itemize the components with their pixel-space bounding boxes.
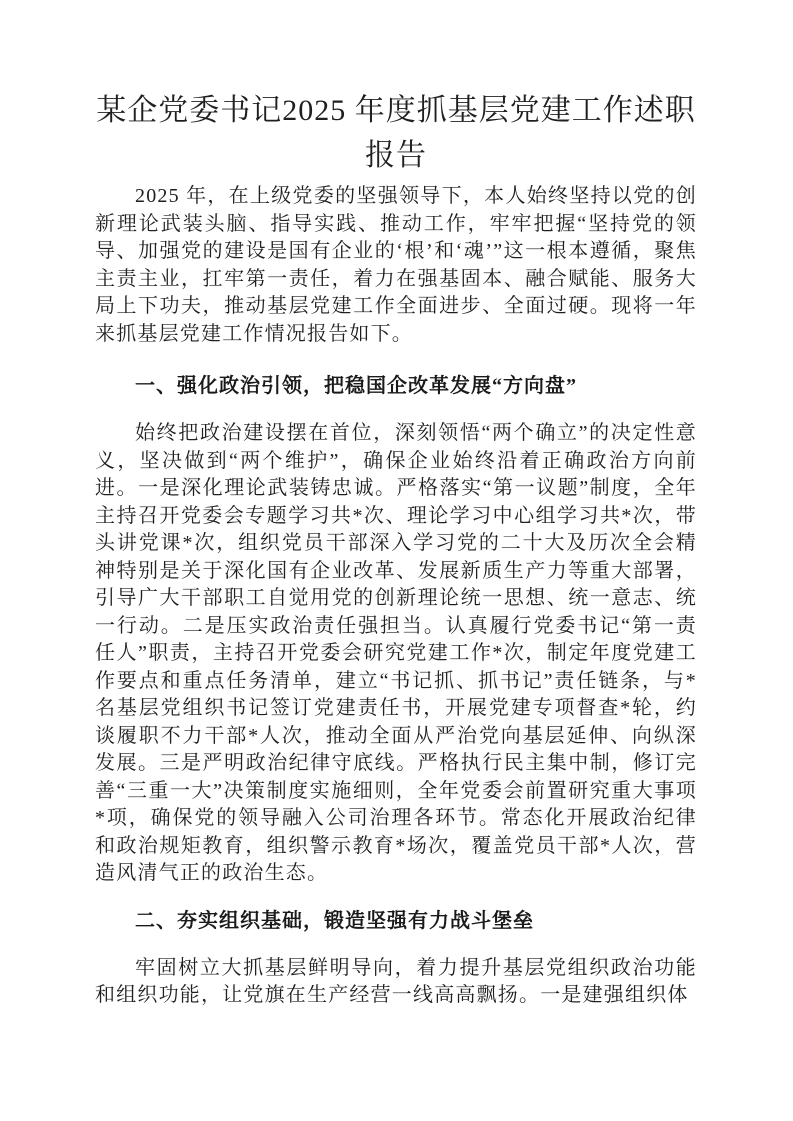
section-2-heading: 二、夯实组织基础，锻造坚强有力战斗堡垒 xyxy=(135,909,534,932)
section-2-paragraph: 牢固树立大抓基层鲜明导向，着力提升基层党组织政治功能和组织功能，让党旗在生产经营一线高高飘扬。一是建强组织体 xyxy=(95,956,697,1006)
section-1-paragraph: 始终把政治建设摆在首位，深刻领悟“两个确立”的决定性意义，坚决做到“两个维护”，确保企业始终沿着正确政治方向前进。一是深化理论武装铸忠诚。严格落实“第一议题”制度，全年主持召开党委会专题学习共*次、理论学习中心组学习共*次，带头讲党课*次，组织党员干部深入学习党的二十大及历次全会精神特别是关于深化国有企业改革、发展新质生产力等重大部署，引导广大干部职工自觉用党的创新理论统一思想、统一意志、统一行动。二是压实政治责任强担当。认真履行党委书记“第一责任人”职责，主持召开党委会研究党建工作*次，制定年度党建工作要点和重点任务清单，建立“书记抓、抓书记”责任链条，与*名基层党组织书记签订党建责任书，开展党建专项督查*轮，约谈履职不力干部*人次，推动全面从严治党向基层延伸、向纵深发展。三是严明政治纪律守底线。严格执行民主集中制，修订完善“三重一大”决策制度实施细则，全年党委会前置研究重大事项*项，确保党的领导融入公司治理各环节。常态化开展政治纪律和政治规矩教育，组织警示教育*场次，覆盖党员干部*人次，营造风清气正的政治生态。 xyxy=(95,422,697,884)
document-title xyxy=(95,88,697,178)
section-1-heading: 一、强化政治引领，把稳国企改革发展“方向盘” xyxy=(135,375,577,397)
document-title-line1: 某企党委书记2025 年度抓基层党建工作述职 xyxy=(96,94,696,127)
document-title-line2: 报告 xyxy=(365,139,427,172)
intro-paragraph: 2025 年，在上级党委的坚强领导下，本人始终坚持以党的创新理论武装头脑、指导实践、推动工作，牢牢把握“坚持党的领导、加强党的建设是国有企业的‘根’和‘魂’”这一根本遵循，聚焦主责主业，扛牢第一责任，着力在强基固本、融合赋能、服务大局上下功夫，推动基层党建工作全面进步、全面过硬。现将一年来抓基层党建工作情况报告如下。 xyxy=(95,185,697,345)
